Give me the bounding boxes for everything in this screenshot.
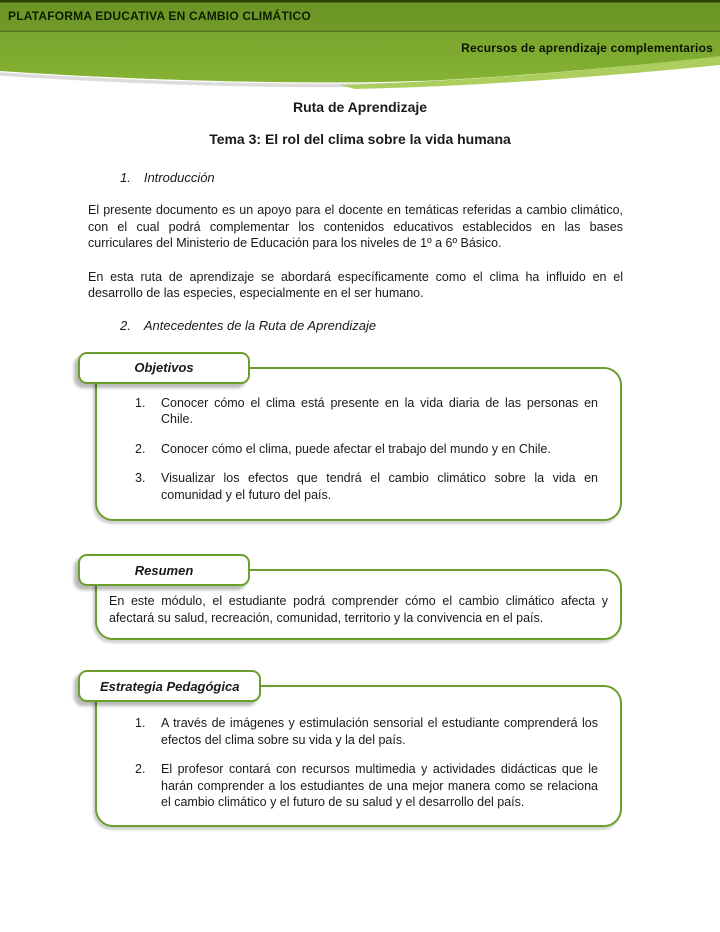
platform-brand-title: PLATAFORMA EDUCATIVA EN CAMBIO CLIMÁTICO: [8, 9, 311, 23]
estrategia-list: [97, 687, 620, 825]
resumen-text: En este módulo, el estudiante podrá comprender cómo el cambio climático afecta y afectará su salud, recreación, comunidad, territorio y la convivencia en el país.: [109, 594, 608, 625]
objetivos-list: [97, 369, 620, 520]
section-title: Introducción: [143, 170, 215, 185]
list-item: [135, 715, 598, 748]
section-heading-introduccion: [120, 170, 720, 185]
item-text: El profesor contará con recursos multimedia y actividades didácticas que le harán comprender a los estudiantes de una mejor manera como se relaciona el cambio climático y el futuro de su salud y el desarrollo del país.: [161, 762, 598, 809]
callout-body-objetivos: [95, 367, 622, 522]
section-number: 1.: [120, 170, 131, 185]
callout-objetivos: [95, 352, 622, 522]
intro-paragraph-2: En esta ruta de aprendizaje se abordará específicamente como el clima ha influido en el desarrollo de las especies, especialmente en el ser humano.: [88, 269, 623, 300]
document-title: Ruta de Aprendizaje: [292, 99, 428, 115]
list-item: [135, 395, 598, 428]
callout-label-resumen: Resumen: [78, 554, 250, 586]
item-text: A través de imágenes y estimulación sensorial el estudiante comprenderá los efectos del clima sobre su vida y la del país.: [161, 716, 598, 747]
intro-paragraph-1: El presente documento es un apoyo para el docente en temáticas referidas a cambio climático, con el cual podrá complementar los contenidos educativos establecidos en las bases curriculares del Ministerio de Educación para los niveles de 1º a 6º Básico.: [88, 203, 623, 250]
item-text: Visualizar los efectos que tendrá el cambio climático sobre la vida en comunidad y el futuro del país.: [161, 471, 598, 502]
section-title: Antecedentes de la Ruta de Aprendizaje: [143, 317, 377, 333]
callout-body-estrategia: [95, 685, 622, 827]
list-item: [135, 441, 598, 458]
callout-estrategia-pedagogica: [95, 670, 622, 827]
item-text: Conocer cómo el clima, puede afectar el trabajo del mundo y en Chile.: [161, 441, 551, 456]
list-item: [135, 470, 598, 503]
item-number: 2.: [135, 762, 146, 776]
item-number: 1.: [135, 395, 146, 410]
item-number: 1.: [135, 716, 146, 730]
document-subtitle: Tema 3: El rol del clima sobre la vida humana: [209, 131, 511, 147]
callout-label-estrategia: Estrategia Pedagógica: [78, 670, 261, 702]
callout-resumen: [95, 554, 622, 640]
callout-label-objetivos: Objetivos: [78, 352, 250, 384]
item-number: 3.: [135, 471, 146, 485]
section-heading-antecedentes: [120, 318, 720, 333]
header-tagline: Recursos de aprendizaje complementarios: [461, 41, 713, 55]
page-header: [0, 0, 720, 90]
list-item: [135, 761, 598, 811]
section-number: 2.: [120, 317, 131, 333]
item-number: 2.: [135, 441, 146, 456]
item-text: Conocer cómo el clima está presente en la vida diaria de las personas en Chile.: [161, 395, 598, 426]
